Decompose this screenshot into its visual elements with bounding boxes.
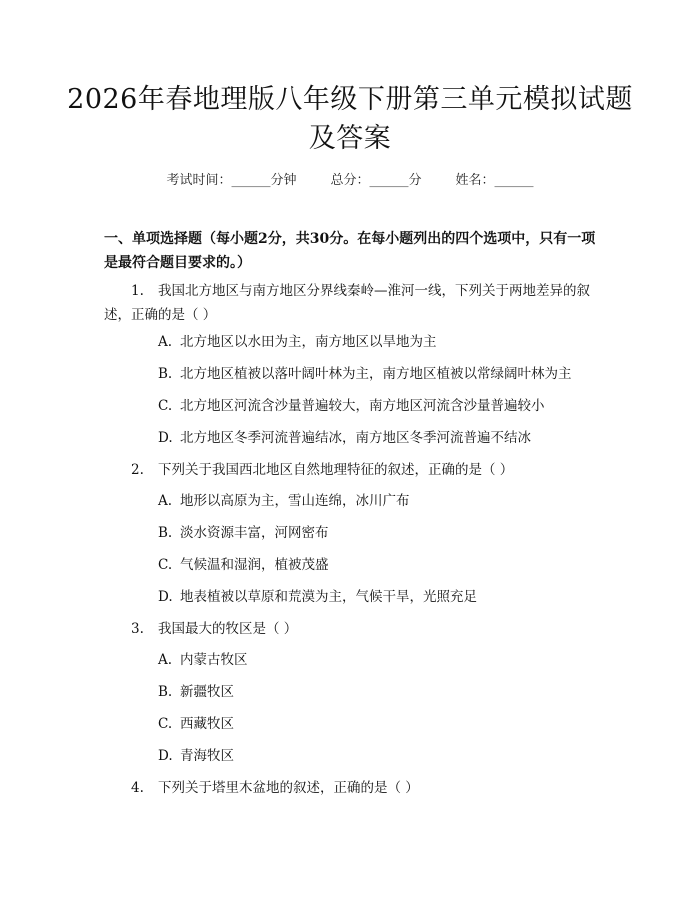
option-letter: D. (158, 589, 173, 605)
option-text: 地表植被以草原和荒漠为主，气候干旱，光照充足 (180, 589, 477, 605)
question-1 (104, 279, 602, 327)
option-text: 新疆牧区 (180, 684, 234, 700)
question-1-option-c (158, 396, 598, 416)
question-4 (104, 776, 602, 800)
question-number: 4. (131, 780, 144, 796)
question-2-option-b (158, 523, 598, 543)
option-letter: A. (158, 493, 173, 509)
option-text: 西藏牧区 (180, 716, 234, 732)
option-letter: B. (158, 525, 173, 541)
question-number: 1. (131, 283, 144, 299)
option-text: 淡水资源丰富，河网密布 (180, 525, 329, 541)
exam-meta-line (0, 169, 700, 188)
option-text: 气候温和湿润，植被茂盛 (180, 557, 329, 573)
question-stem: 下列关于塔里木盆地的叙述，正确的是（ ） (158, 780, 419, 796)
option-text: 北方地区河流含沙量普遍较大，南方地区河流含沙量普遍较小 (180, 398, 545, 414)
question-1-option-a (158, 332, 598, 352)
question-number: 3. (131, 621, 144, 637)
option-letter: C. (158, 398, 173, 414)
option-text: 北方地区冬季河流普遍结冰，南方地区冬季河流普遍不结冰 (180, 430, 531, 446)
option-letter: A. (158, 334, 173, 350)
option-text: 北方地区植被以落叶阔叶林为主，南方地区植被以常绿阔叶林为主 (180, 366, 572, 382)
question-2-option-c (158, 555, 598, 575)
option-letter: B. (158, 366, 173, 382)
question-3-option-a (158, 650, 598, 670)
total-score-field: 总分：______分 (330, 173, 422, 188)
option-letter: C. (158, 557, 173, 573)
question-2-option-d (158, 587, 598, 607)
option-letter: D. (158, 748, 173, 764)
option-text: 青海牧区 (180, 748, 234, 764)
question-3-option-c (158, 714, 598, 734)
question-2 (104, 458, 602, 482)
option-text: 内蒙古牧区 (180, 652, 248, 668)
question-stem: 我国北方地区与南方地区分界线秦岭—淮河一线，下列关于两地差异的叙述，正确的是（ ） (104, 283, 590, 323)
question-3 (104, 617, 602, 641)
question-1-option-b (158, 364, 598, 384)
exam-time-field: 考试时间：______分钟 (166, 173, 297, 188)
option-letter: D. (158, 430, 173, 446)
question-1-option-d (158, 428, 598, 448)
option-letter: B. (158, 684, 173, 700)
question-number: 2. (131, 462, 144, 478)
question-2-option-a (158, 491, 598, 511)
section-heading: 一、单项选择题（每小题2分，共30分。在每小题列出的四个选项中，只有一项是最符合题目要求的。） (104, 231, 596, 271)
page-title: 2026年春地理版八年级下册第三单元模拟试题及答案 (67, 84, 633, 154)
option-letter: A. (158, 652, 173, 668)
question-stem: 下列关于我国西北地区自然地理特征的叙述，正确的是（ ） (158, 462, 514, 478)
question-3-option-b (158, 682, 598, 702)
option-text: 北方地区以水田为主，南方地区以旱地为主 (180, 334, 437, 350)
student-name-field: 姓名：______ (455, 173, 534, 188)
question-3-option-d (158, 746, 598, 766)
question-stem: 我国最大的牧区是（ ） (158, 621, 298, 637)
option-text: 地形以高原为主，雪山连绵，冰川广布 (180, 493, 410, 509)
option-letter: C. (158, 716, 173, 732)
